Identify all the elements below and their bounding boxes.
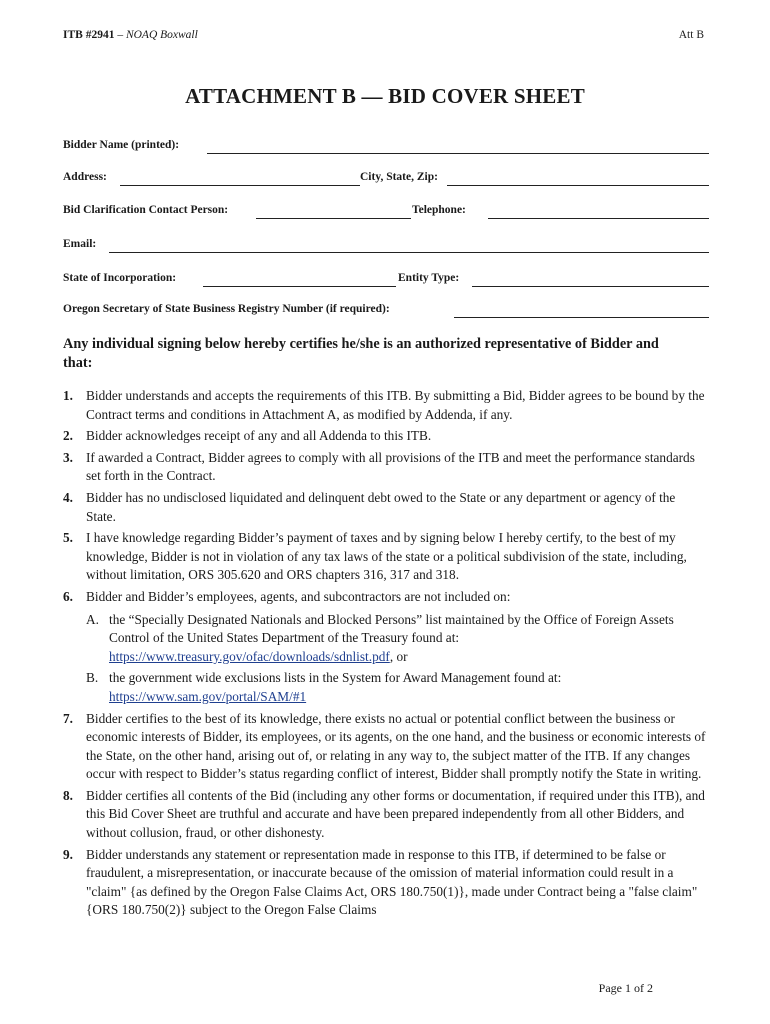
city-state-zip-label: City, State, Zip: [360,171,438,183]
list-item: 8. Bidder certifies all contents of the Bid (including any other forms or documentation, if required under this ITB), and this Bid Cover Sheet are truthful and accurate and have been prepared independently from all other Bidders, and without collusion, fraud, or other dishonesty. [63,787,705,841]
contact-person-field[interactable] [256,218,411,219]
bidder-name-field[interactable] [207,153,709,154]
certification-intro: Any individual signing below hereby certifies he/she is an authorized representative of Bidder and that: [63,336,659,371]
telephone-label: Telephone: [412,204,466,216]
address-row [63,171,709,189]
ofac-sdn-link[interactable]: https://www.treasury.gov/ofac/downloads/sdnlist.pdf [109,648,390,664]
project-name: NOAQ Boxwall [125,29,198,41]
state-incorporation-label: State of Incorporation: [63,272,177,284]
telephone-field[interactable] [488,218,709,219]
list-item: 9. Bidder understands any statement or representation made in response to this ITB, if determined to be false or fraudulent, a misrepresentation, or inaccurate because of the omission of material information could result in a "claim" {as defined by the Oregon False Claims Act, ORS 180.750(1)}, made under Contract being a "false claim" {ORS 180.750(2)} subject to the Oregon False Claims [63,846,698,918]
address-field[interactable] [120,185,360,186]
list-item: 2. Bidder acknowledges receipt of any and all Addenda to this ITB. [63,428,432,444]
email-field[interactable] [109,252,709,253]
page-title: ATTACHMENT B — BID COVER SHEET [185,84,585,108]
sublist-item: A. the “Specially Designated Nationals and Blocked Persons” list maintained by the Office of Foreign Assets Control of the United States Department of the Treasury found at: https://www.treasury.gov/ofac/downloads/sdnlist.pdf, or [86,611,674,664]
itb-number: ITB #2941 [63,29,115,41]
contact-row [63,204,709,222]
entity-type-field[interactable] [472,286,709,287]
header-dash: – [114,29,126,41]
contact-person-label: Bid Clarification Contact Person: [63,204,229,216]
sam-gov-link[interactable]: https://www.sam.gov/portal/SAM/#1 [109,688,307,704]
bidder-name-row [63,139,709,157]
registry-row [63,303,709,321]
list-item: 7. Bidder certifies to the best of its knowledge, there exists no actual or potential conflict between the business or economic interests of Bidder, its employees, or its agents, on the one hand, and the business or economic interests of the State, on the other hand, arising out of, or relating in any way to, the subject matter of the ITB. If any changes occur with respect to Bidder’s status regarding conflict of interest, Bidder shall promptly notify the State in writing. [63,710,706,782]
attachment-label: Att B [678,29,704,41]
bidder-name-label: Bidder Name (printed): [63,139,180,151]
list-item: 6. Bidder and Bidder’s employees, agents, and subcontractors are not included on: A. the “Specially Designated Nationals and Blocked Persons” list maintained by the Office of Foreign Assets Control of the United States Department of the Treasury found at: https://www.treasury.gov/ofac/downloads/sdnlist.pdf, or B. the government wide exclusions lists in the System for Award Management found at: https://www.sam.gov/portal/SAM/#1 [63,588,706,707]
registry-number-label: Oregon Secretary of State Business Registry Number (if required): [63,303,390,315]
entity-type-label: Entity Type: [398,272,460,284]
sublist-item: B. the government wide exclusions lists in the System for Award Management found at: https://www.sam.gov/portal/SAM/#1 [86,670,562,704]
page-number: Page 1 of 2 [598,981,653,995]
email-row [63,238,709,256]
incorporation-row [63,272,709,290]
city-state-zip-field[interactable] [447,185,709,186]
address-label: Address: [63,171,107,183]
list-item: 3. If awarded a Contract, Bidder agrees to comply with all provisions of the ITB and meet the performance standards set forth in the Contract. [63,449,695,484]
page-header-left [63,29,198,41]
registry-number-field[interactable] [454,317,709,318]
list-item: 4. Bidder has no undisclosed liquidated and delinquent debt owed to the State or any department or agency of the State. [63,489,676,524]
list-item: 5. I have knowledge regarding Bidder’s payment of taxes and by signing below I hereby certify, to the best of my knowledge, Bidder is not in violation of any tax laws of the state or a political subdivision of the state, including, without limitation, ORS 305.620 and ORS chapters 316, 317 and 318. [63,530,687,583]
certification-list [63,387,706,923]
list-item: 1. Bidder understands and accepts the requirements of this ITB. By submitting a Bid, Bidder agrees to be bound by the Contract terms and conditions in Attachment A, as modified by Addenda, if any. [63,388,705,422]
email-label: Email: [63,238,97,250]
exclusion-sublist [86,611,706,707]
state-incorporation-field[interactable] [203,286,396,287]
